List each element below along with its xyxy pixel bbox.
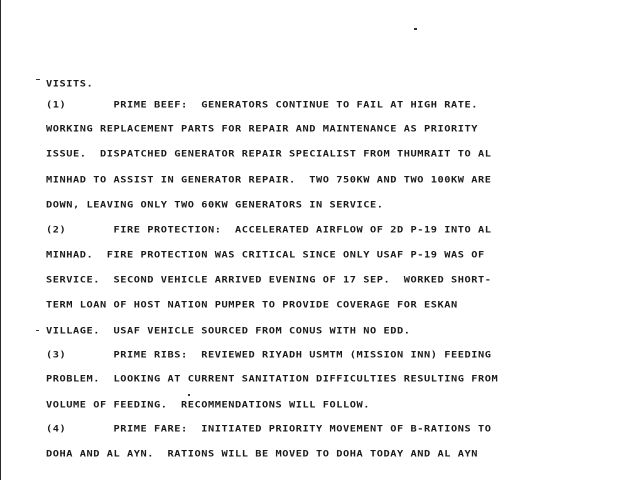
text-line-para2-heading: (2) FIRE PROTECTION: ACCELERATED AIRFLOW OF 2D P-19 INTO AL [46,225,492,236]
text-line-para1-heading: (1) PRIME BEEF: GENERATORS CONTINUE TO FAIL AT HIGH RATE. [46,100,478,111]
text-line: WORKING REPLACEMENT PARTS FOR REPAIR AND MAINTENANCE AS PRIORITY [46,124,478,135]
text-line: TERM LOAN OF HOST NATION PUMPER TO PROVIDE COVERAGE FOR ESKAN [46,300,458,311]
scan-speck [188,394,190,396]
scan-speck [36,79,40,80]
text-line: VILLAGE. USAF VEHICLE SOURCED FROM CONUS WITH NO EDD. [46,326,411,337]
scan-speck [414,28,417,30]
page-left-border [0,0,1,480]
text-line: MINHAD TO ASSIST IN GENERATOR REPAIR. TWO 750KW AND TWO 100KW ARE [46,175,492,186]
text-line: DOHA AND AL AYN. RATIONS WILL BE MOVED TO DOHA TODAY AND AL AYN [46,449,478,460]
text-line: DOWN, LEAVING ONLY TWO 60KW GENERATORS IN SERVICE. [46,200,384,211]
text-line: ISSUE. DISPATCHED GENERATOR REPAIR SPECIALIST FROM THUMRAIT TO AL [46,149,492,160]
text-line: MINHAD. FIRE PROTECTION WAS CRITICAL SINCE ONLY USAF P-19 WAS OF [46,250,485,261]
text-line-para3-heading: (3) PRIME RIBS: REVIEWED RIYADH USMTM (MISSION INN) FEEDING [46,350,492,361]
text-line-visits: VISITS. [46,79,94,90]
text-line: PROBLEM. LOOKING AT CURRENT SANITATION DIFFICULTIES RESULTING FROM [46,374,499,385]
text-line: SERVICE. SECOND VEHICLE ARRIVED EVENING OF 17 SEP. WORKED SHORT- [46,275,492,286]
scan-speck [36,330,39,331]
text-line: VOLUME OF FEEDING. RECOMMENDATIONS WILL FOLLOW. [46,400,370,411]
text-line-para4-heading: (4) PRIME FARE: INITIATED PRIORITY MOVEMENT OF B-RATIONS TO [46,424,492,435]
